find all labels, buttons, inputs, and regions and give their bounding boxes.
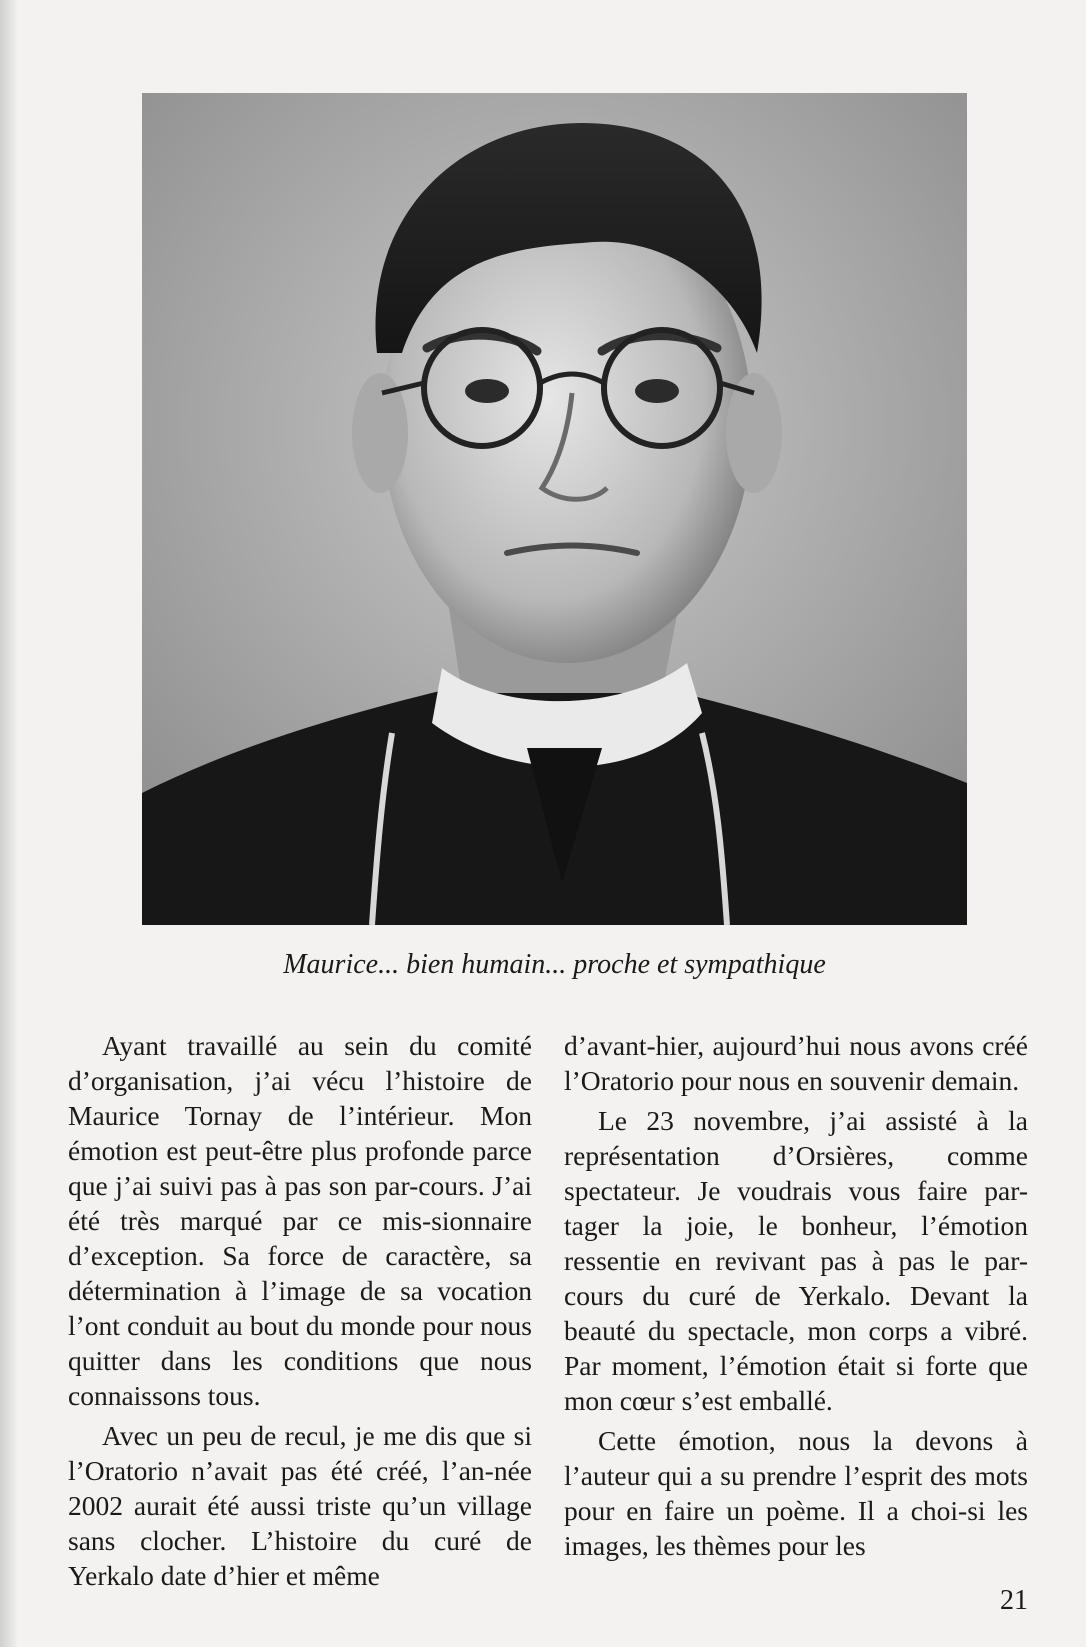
paragraph: d’avant-hier, aujourd’hui nous avons créé l’Oratorio pour nous en souvenir demain.: [564, 1030, 1028, 1096]
portrait-photo: [142, 93, 967, 925]
photo-caption: Maurice... bien humain... proche et sympathique: [283, 949, 826, 980]
page-gutter-shadow: [0, 0, 18, 1647]
left-text-column: [68, 1028, 532, 1598]
paragraph: Le 23 novembre, j’ai assisté à la représentation d’Orsières, comme spectateur. Je voudrais vous faire par-tager la joie, le bonheur, l’émotion ressentie en revivant pas à pas le par-cours du curé de Yerkalo. Devant la beauté du spectacle, mon corps a vibré. Par moment, l’émotion était si forte que mon cœur s’est emballé.: [564, 1105, 1028, 1416]
right-text-column: [564, 1028, 1028, 1568]
page-number: 21: [1000, 1585, 1028, 1616]
paragraph: Ayant travaillé au sein du comité d’organisation, j’ai vécu l’histoire de Maurice Tornay de l’intérieur. Mon émotion est peut-être plus profonde parce que j’ai suivi pas à pas son par-cours. J’ai été très marqué par ce mis-sionnaire d’exception. Sa force de caractère, sa détermination à l’image de sa vocation l’ont conduit au bout du monde pour nous quitter dans les conditions que nous connaissons tous.: [68, 1030, 532, 1411]
paragraph: Cette émotion, nous la devons à l’auteur qui a su prendre l’esprit des mots pour en faire un poème. Il a choi-si les images, les thèmes pour les: [564, 1425, 1028, 1561]
paragraph: Avec un peu de recul, je me dis que si l’Oratorio n’avait pas été créé, l’an-née 2002 aurait été aussi triste qu’un village sans clocher. L’histoire du curé de Yerkalo date d’hier et même: [68, 1420, 532, 1591]
